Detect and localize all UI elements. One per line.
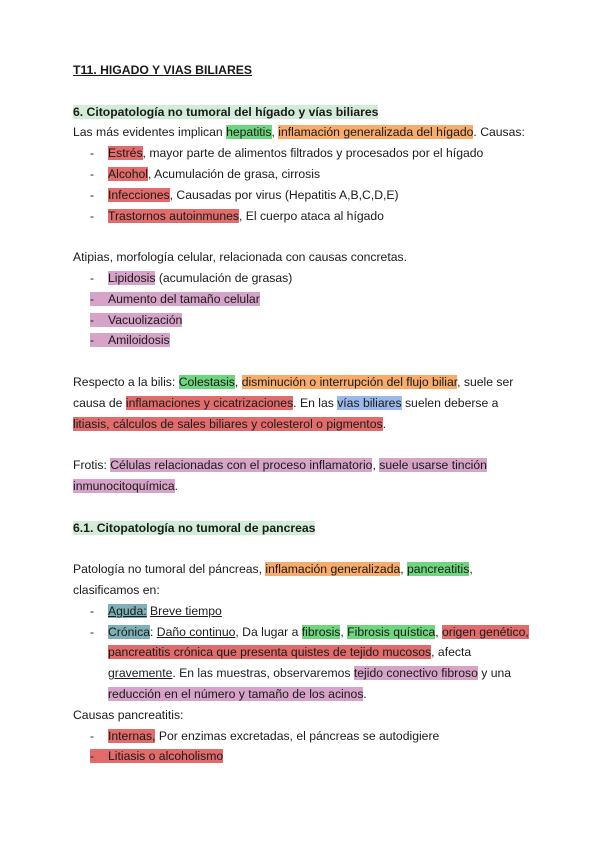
list-item: - Trastornos autoinmunes, El cuerpo ataca al hígado [90, 208, 384, 223]
frotis-paragraph-line: inmunocitoquímica. [73, 478, 179, 493]
list-item: - Litiasis o alcoholismo [90, 749, 224, 764]
list-item-aguda: - Aguda: Breve tiempo [90, 603, 222, 618]
list-item: - Internas, Por enzimas excretadas, el páncreas se autodigiere [90, 728, 440, 743]
pancreas-intro-line: Patología no tumoral del páncreas, inflamación generalizada, pancreatitis, [73, 562, 473, 577]
list-item: - Infecciones, Causadas por virus (Hepatitis A,B,C,D,E) [90, 187, 399, 202]
cronica-continuation: reducción en el número y tamaño de los acinos. [108, 686, 367, 701]
list-item: - Vacuolización [90, 312, 183, 327]
atipias-intro: Atipias, morfología celular, relacionada con causas concretas. [73, 250, 407, 265]
section-6-intro: Las más evidentes implican hepatitis, inflamación generalizada del hígado. Causas: [73, 125, 525, 140]
pancreas-intro-line: clasificamos en: [73, 582, 160, 597]
list-item: - Estrés, mayor parte de alimentos filtrados y procesados por el hígado [90, 146, 484, 161]
frotis-paragraph-line: Frotis: Células relacionadas con el proceso inflamatorio, suele usarse tinción [73, 458, 487, 473]
causas-title: Causas pancreatitis: [73, 707, 184, 722]
section-6-1-heading: 6.1. Citopatología no tumoral de pancreas [73, 520, 316, 535]
document-title: T11. HIGADO Y VIAS BILIARES [73, 63, 253, 77]
list-item-cronica: - Crónica: Daño continuo, Da lugar a fibrosis, Fibrosis quística, origen genético, [90, 624, 529, 639]
cronica-continuation: pancreatitis crónica que presenta quistes de tejido mucosos, afecta [108, 645, 472, 660]
bilis-paragraph-line: litiasis, cálculos de sales biliares y colesterol o pigmentos. [73, 416, 386, 431]
section-6-heading: 6. Citopatología no tumoral del hígado y vías biliares [73, 104, 379, 119]
list-item: - Alcohol, Acumulación de grasa, cirrosis [90, 166, 321, 181]
list-item: - Lipidosis (acumulación de grasas) [90, 270, 293, 285]
cronica-continuation: gravemente. En las muestras, observaremos tejido conectivo fibroso y una [108, 666, 512, 681]
list-item: - Aumento del tamaño celular [90, 291, 260, 306]
list-item: - Amiloidosis [90, 333, 170, 348]
bilis-paragraph-line: Respecto a la bilis: Colestasis, disminución o interrupción del flujo biliar, suele ser [73, 374, 514, 389]
document-page [73, 60, 543, 767]
bilis-paragraph-line: causa de inflamaciones y cicatrizaciones. En las vías biliares suelen deberse a [73, 395, 499, 410]
